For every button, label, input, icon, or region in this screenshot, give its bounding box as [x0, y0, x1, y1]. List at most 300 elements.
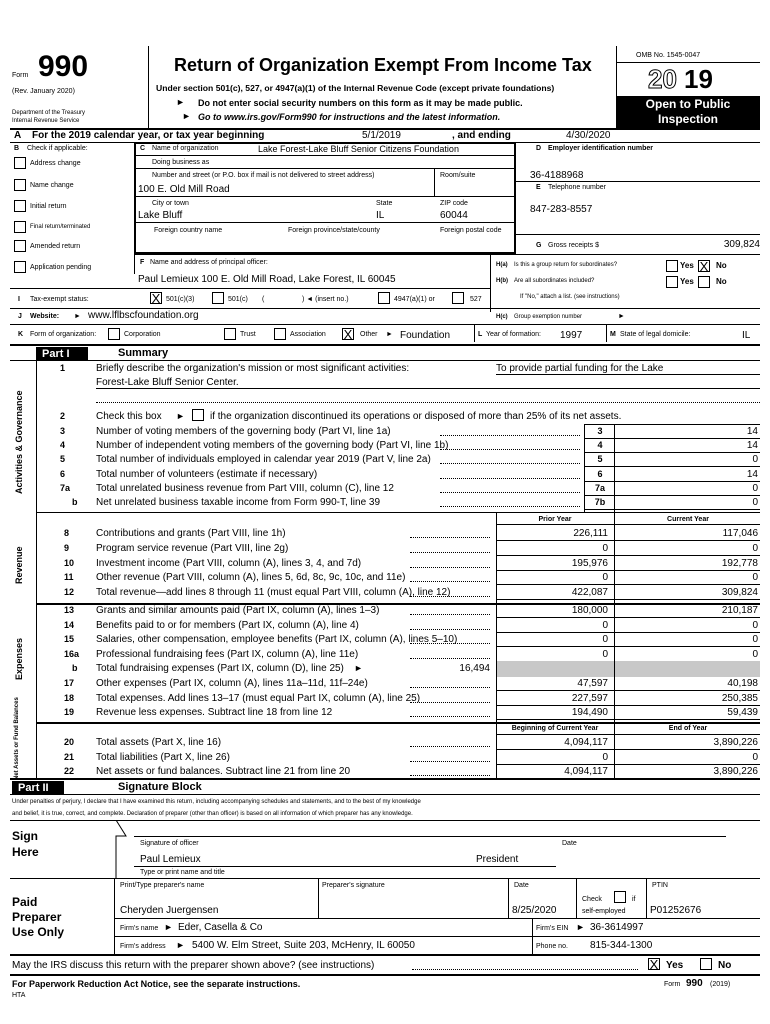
line16b-value: 16,494 — [459, 663, 490, 674]
side-revenue: Revenue — [14, 546, 24, 584]
fin-line-num: 20 — [64, 737, 75, 747]
gov-line-value: 0 — [752, 454, 758, 465]
gov-line-value: 14 — [746, 426, 758, 437]
state-domicile: IL — [742, 330, 751, 341]
year-formation-label: Year of formation: — [486, 331, 541, 338]
fin-current-value: 40,198 — [727, 678, 758, 689]
fin-prior-value: 0 — [602, 572, 608, 583]
fin-line-text: Grants and similar amounts paid (Part IX, column (A), lines 1–3) — [96, 605, 380, 616]
gross-receipts-label: Gross receipts $ — [548, 242, 599, 249]
address-change-checkbox[interactable] — [14, 157, 26, 169]
other-value: Foundation — [400, 330, 451, 341]
gross-receipts-value: 309,824 — [723, 239, 760, 250]
fin-line-text: Total liabilities (Part X, line 26) — [96, 752, 230, 763]
part2-label: Part II — [12, 781, 64, 795]
trust-label: Trust — [240, 331, 256, 338]
fin-prior-value: 226,111 — [573, 528, 608, 539]
amended-return-label: Amended return — [30, 243, 81, 250]
fin-row-rule — [496, 719, 760, 720]
other-checkbox[interactable]: X — [343, 327, 353, 342]
leader-dots — [440, 492, 580, 493]
ha-yes-checkbox[interactable] — [666, 260, 678, 272]
preparer-label: Preparer — [12, 910, 62, 924]
fin-row-rule — [496, 570, 760, 571]
leader-dots — [410, 614, 490, 615]
gov-line-num: b — [72, 497, 78, 507]
fin-prior-value: 4,094,117 — [564, 766, 608, 777]
line-j-label: J — [18, 313, 22, 320]
year-formation: 1997 — [560, 330, 583, 341]
leader-dots — [410, 596, 490, 597]
city-label: City or town — [152, 200, 189, 207]
tax-year-end: 4/30/2020 — [566, 130, 611, 141]
website-value[interactable]: www.lflbscfoundation.org — [88, 310, 199, 321]
gov-row-rule — [584, 495, 760, 496]
preparer-sig-label: Preparer's signature — [322, 882, 385, 889]
firm-address-label: Firm's address — [120, 943, 166, 950]
section-c-label: C — [140, 145, 146, 152]
application-pending-checkbox[interactable] — [14, 261, 26, 273]
fin-line-text: Total revenue—add lines 8 through 11 (must equal Part VIII, column (A), line 12) — [96, 587, 451, 598]
self-employed-checkbox[interactable] — [614, 891, 626, 903]
fin-row-rule — [496, 599, 760, 600]
open-to-public: Open to Public — [645, 97, 731, 111]
amended-return-checkbox[interactable] — [14, 240, 26, 252]
501c-label: 501(c) — [228, 296, 248, 303]
fin-prior-value: 4,094,117 — [564, 737, 608, 748]
telephone-label: Telephone number — [548, 184, 606, 191]
leader-dots — [410, 629, 490, 630]
fin-line-text: Net assets or fund balances. Subtract line 21 from line 20 — [96, 766, 351, 777]
ein-label: Employer identification number — [548, 145, 654, 152]
officer-title: President — [476, 854, 519, 865]
and-ending: , and ending — [452, 130, 511, 141]
telephone-value: 847-283-8557 — [530, 204, 593, 215]
year-bold: 19 — [684, 64, 713, 94]
gov-line-num: 3 — [60, 426, 66, 436]
fin-prior-value: 227,597 — [571, 693, 608, 704]
section-e-label: E — [536, 184, 541, 191]
other-label: Other — [360, 331, 378, 338]
website-label: Website: — [30, 313, 60, 320]
notice-arrow-1: ► — [176, 97, 185, 107]
line2-text-a: Check this box — [96, 411, 162, 422]
fin-row-rule — [496, 632, 760, 633]
fin-current-value: 0 — [752, 572, 758, 583]
col-beginning: Beginning of Current Year — [511, 725, 599, 732]
line2-num: 2 — [60, 411, 66, 421]
leader-dots — [410, 537, 490, 538]
preparer-name-label: Print/Type preparer's name — [120, 882, 205, 889]
side-expenses: Expenses — [14, 637, 24, 680]
gov-line-box: 7a — [594, 483, 605, 493]
fin-current-value: 309,824 — [721, 587, 758, 598]
hta-label: HTA — [12, 992, 26, 999]
gov-line-num: 6 — [60, 469, 66, 479]
if-label: if — [632, 896, 636, 903]
tax-exempt-label: Tax-exempt status: — [30, 296, 89, 303]
header-divider-left — [148, 46, 149, 128]
fin-prior-value: 180,000 — [571, 605, 608, 616]
fin-prior-value: 422,087 — [571, 587, 608, 598]
penalty-text-2: and belief, it is true, correct, and complete. Declaration of preparer (other than officer) is based on all information of which preparer has any knowledge. — [12, 811, 413, 817]
fin-line-num: 13 — [64, 605, 75, 615]
fin-row-rule — [496, 617, 760, 618]
paren-open: ( — [262, 296, 265, 303]
fin-row-rule — [496, 540, 760, 541]
fin-line-text: Other expenses (Part IX, column (A), lines 11a–11d, 11f–24e) — [96, 678, 368, 689]
side-net-assets: Net Assets or Fund Balances — [14, 697, 20, 780]
gov-line-num: 7a — [60, 483, 71, 493]
leader-dots — [410, 643, 490, 644]
fin-current-value: 210,187 — [721, 605, 758, 616]
paid-label: Paid — [12, 895, 38, 909]
leader-dots — [410, 658, 490, 659]
insert-no: ) ◄ (insert no.) — [302, 296, 349, 303]
trust-checkbox[interactable] — [224, 328, 236, 340]
zip-code: 60044 — [440, 210, 468, 221]
fin-row-rule — [496, 705, 760, 706]
ha-yes-label: Yes — [680, 261, 694, 270]
fin-current-value: 0 — [752, 634, 758, 645]
fin-line-text: Revenue less expenses. Subtract line 18 from line 12 — [96, 707, 333, 718]
leader-dots — [440, 463, 580, 464]
firm-ein-arrow: ► — [576, 922, 585, 932]
fin-row-rule — [496, 555, 760, 556]
firm-address-arrow: ► — [176, 940, 185, 950]
hc-group-exemption: Group exemption number — [514, 314, 583, 320]
association-checkbox[interactable] — [274, 328, 286, 340]
fin-line-num: 9 — [64, 543, 70, 553]
state-domicile-label: State of legal domicile: — [620, 331, 691, 338]
principal-officer-label: Name and address of principal officer: — [150, 259, 268, 266]
527-label: 527 — [470, 296, 482, 303]
fin-line-num: 8 — [64, 528, 70, 538]
4947-checkbox[interactable] — [378, 292, 390, 304]
hc-arrow: ► — [618, 313, 625, 320]
ptin-value: P01252676 — [650, 905, 702, 916]
ha-label: H(a) — [496, 262, 508, 268]
gov-line-value: 0 — [752, 483, 758, 494]
line2-checkbox[interactable] — [192, 409, 204, 421]
hb-no-checkbox[interactable] — [698, 276, 710, 288]
fin-line-num: 22 — [64, 766, 75, 776]
association-label: Association — [290, 331, 326, 338]
leader-dots — [410, 552, 490, 553]
form-word: Form — [12, 72, 29, 79]
fin-line-num: 19 — [64, 707, 75, 717]
line-m-label: M — [610, 331, 616, 338]
line16b-text: Total fundraising expenses (Part IX, column (D), line 25) — [96, 663, 344, 674]
firm-ein: 36-3614997 — [590, 922, 644, 933]
street-address: 100 E. Old Mill Road — [138, 184, 230, 195]
fin-prior-value: 195,976 — [571, 558, 608, 569]
gov-line-text: Net unrelated business taxable income from Form 990-T, line 39 — [96, 497, 381, 508]
leader-dots — [440, 478, 580, 479]
fin-prior-value: 0 — [602, 543, 608, 554]
501c-checkbox[interactable] — [212, 292, 224, 304]
tax-year-begin: 5/1/2019 — [362, 130, 401, 141]
gov-row-rule — [584, 438, 760, 439]
fin-prior-value: 0 — [602, 620, 608, 631]
fin-line-text: Other revenue (Part VIII, column (A), lines 5, 6d, 8c, 9c, 10c, and 11e) — [96, 572, 406, 583]
501c3-checkbox[interactable]: X — [151, 291, 161, 306]
fin-current-value: 0 — [752, 620, 758, 631]
leader-dots — [410, 775, 490, 776]
notice-instructions: Go to www.irs.gov/Form990 for instructions and the latest information. — [198, 112, 501, 122]
ha-no-label: No — [716, 261, 727, 270]
gov-line-text: Total number of individuals employed in calendar year 2019 (Part V, line 2a) — [96, 454, 431, 465]
officer-signature-label: Signature of officer — [140, 840, 199, 847]
line-i-label: I — [18, 296, 20, 303]
paperwork-notice: For Paperwork Reduction Act Notice, see the separate instructions. — [12, 979, 301, 989]
side-activities-governance: Activities & Governance — [14, 390, 24, 494]
leader-dots — [410, 746, 490, 747]
address-change-label: Address change — [30, 160, 81, 167]
gov-line-text: Total number of volunteers (estimate if necessary) — [96, 469, 318, 480]
penalty-text-1: Under penalties of perjury, I declare that I have examined this return, including accompanying schedules and statements, and to the best of my knowledge — [12, 799, 421, 805]
line16b-arrow: ► — [354, 663, 363, 673]
fin-prior-value: 0 — [602, 649, 608, 660]
ptin-label: PTIN — [652, 882, 668, 889]
form-subtitle: Under section 501(c), 527, or 4947(a)(1) of the Internal Revenue Code (except private foundations) — [156, 83, 555, 93]
foreign-postal-label: Foreign postal code — [440, 227, 502, 234]
527-checkbox[interactable] — [452, 292, 464, 304]
omb-number: OMB No. 1545-0047 — [636, 52, 701, 59]
gov-row-rule — [584, 509, 760, 510]
use-only-label: Use Only — [12, 925, 65, 939]
irs: Internal Revenue Service — [12, 118, 80, 124]
gov-line-box: 5 — [597, 454, 603, 464]
gov-box-top — [584, 424, 760, 425]
hb-no-label: No — [716, 277, 727, 286]
officer-name: Paul Lemieux — [140, 854, 201, 865]
form-ref-year: (2019) — [710, 981, 731, 988]
fin-line-num: 14 — [64, 620, 75, 630]
gov-box-divider-left — [584, 424, 585, 512]
gov-line-value: 0 — [752, 497, 758, 508]
fin-line-num: 18 — [64, 693, 75, 703]
hb-label: H(b) — [496, 278, 508, 284]
fin-prior-value: 47,597 — [577, 678, 608, 689]
form-ref-word: Form — [664, 981, 681, 988]
fin-line-num: 16a — [64, 649, 80, 659]
fin-current-value: 0 — [752, 649, 758, 660]
leader-dots — [410, 687, 490, 688]
part1-title: Summary — [118, 347, 169, 359]
gov-row-rule — [584, 481, 760, 482]
firm-phone: 815-344-1300 — [590, 940, 653, 951]
section-d-label: D — [536, 145, 542, 152]
gov-line-box: 3 — [597, 426, 603, 436]
fin-line-text: Salaries, other compensation, employee benefits (Part IX, column (A), lines 5–10) — [96, 634, 458, 645]
discuss-yes-checkbox[interactable]: X — [649, 957, 659, 972]
rev-date: (Rev. January 2020) — [12, 88, 75, 95]
corporation-label: Corporation — [124, 331, 161, 338]
leader-dots — [440, 449, 580, 450]
check-if-applicable: Check if applicable: — [27, 145, 88, 152]
ein-value: 36-4188968 — [530, 170, 584, 181]
hb-yes-checkbox[interactable] — [666, 276, 678, 288]
gov-line-text: Total unrelated business revenue from Part VIII, column (C), line 12 — [96, 483, 394, 494]
foreign-country-label: Foreign country name — [154, 227, 223, 234]
section-g-label: G — [536, 242, 542, 249]
leader-dots — [440, 506, 580, 507]
gov-row-rule — [584, 452, 760, 453]
fin-prior-value: 194,490 — [571, 707, 608, 718]
501c3-label: 501(c)(3) — [166, 296, 195, 303]
line-a-text: For the 2019 calendar year, or tax year beginning — [32, 130, 265, 141]
initial-return-checkbox[interactable] — [14, 200, 26, 212]
fin-line-text: Total expenses. Add lines 13–17 (must equal Part IX, column (A), line 25) — [96, 693, 421, 704]
fin-current-value: 0 — [752, 752, 758, 763]
firm-name-label: Firm's name — [120, 925, 159, 932]
fin-line-text: Benefits paid to or for members (Part IX, column (A), line 4) — [96, 620, 359, 631]
fin-line-text: Investment income (Part VIII, column (A), lines 3, 4, and 7d) — [96, 558, 362, 569]
discuss-question: May the IRS discuss this return with the preparer shown above? (see instructions) — [12, 960, 375, 971]
form-of-org-label: Form of organization: — [30, 331, 97, 338]
line-a-label: A — [14, 130, 22, 141]
zip-label: ZIP code — [440, 200, 468, 207]
fin-row-rule — [496, 690, 760, 691]
fin-line-num: 17 — [64, 678, 75, 688]
line16b-shaded — [496, 661, 760, 677]
discuss-yes-label: Yes — [666, 960, 684, 971]
firm-ein-label: Firm's EIN — [536, 925, 569, 932]
fin-current-value: 3,890,226 — [713, 766, 758, 777]
principal-officer: Paul Lemieux 100 E. Old Mill Road, Lake Forest, IL 60045 — [138, 274, 396, 285]
part2-title: Signature Block — [118, 781, 202, 793]
fin-row-rule — [496, 749, 760, 750]
hb-note: If "No," attach a list. (see instructions) — [520, 294, 620, 300]
gov-line-value: 14 — [746, 469, 758, 480]
state-label: State — [376, 200, 393, 207]
preparer-date-label: Date — [514, 882, 529, 889]
gov-row-rule — [584, 466, 760, 467]
gov-line-box: 6 — [597, 469, 603, 479]
final-return-label: Final return/terminated — [30, 224, 91, 230]
part1-label: Part I — [36, 347, 88, 361]
application-pending-label: Application pending — [30, 264, 92, 271]
self-employed-label: self-employed — [582, 908, 626, 915]
fin-row-rule — [496, 646, 760, 647]
leader-dots — [410, 716, 490, 717]
fin-row-rule — [496, 584, 760, 585]
corporation-checkbox[interactable] — [108, 328, 120, 340]
here-label: Here — [12, 845, 39, 859]
firm-name: Eder, Casella & Co — [178, 922, 263, 933]
fin-current-value: 192,778 — [721, 558, 758, 569]
gov-line-value: 14 — [746, 440, 758, 451]
fin-current-value: 117,046 — [722, 528, 758, 539]
hc-label: H(c) — [496, 314, 508, 320]
fin-line-num: 12 — [64, 587, 75, 597]
hb-yes-label: Yes — [680, 277, 694, 286]
leader-dots — [410, 581, 490, 582]
website-arrow: ► — [74, 313, 81, 320]
sign-here-bracket — [112, 820, 132, 878]
firm-address: 5400 W. Elm Street, Suite 203, McHenry, IL 60050 — [192, 940, 415, 951]
fin-row-rule — [496, 764, 760, 765]
leader-dots — [440, 435, 580, 436]
room-suite-label: Room/suite — [440, 172, 476, 179]
4947-label: 4947(a)(1) or — [394, 296, 435, 303]
dba-label: Doing business as — [152, 159, 210, 166]
fin-line-text: Program service revenue (Part VIII, line 2g) — [96, 543, 289, 554]
city: Lake Bluff — [138, 210, 183, 221]
type-print-name-label: Type or print name and title — [140, 869, 225, 876]
phone-label: Phone no. — [536, 943, 568, 950]
state: IL — [376, 210, 385, 221]
form-ref-number: 990 — [686, 978, 703, 989]
discuss-no-label: No — [718, 960, 732, 971]
line-l-label: L — [478, 331, 483, 338]
name-change-checkbox[interactable] — [14, 179, 26, 191]
gov-line-num: 5 — [60, 454, 66, 464]
fin-line-num: 10 — [64, 558, 75, 568]
fin-line-text: Professional fundraising fees (Part IX, column (A), line 11e) — [96, 649, 359, 660]
fin-current-value: 0 — [752, 543, 758, 554]
gov-box-divider-right — [614, 424, 615, 512]
preparer-name: Cheryden Juergensen — [120, 905, 219, 916]
ha-question: Is this a group return for subordinates? — [514, 262, 618, 268]
line1-text: Briefly describe the organization's mission or most significant activities: — [96, 363, 410, 374]
fin-line-text: Contributions and grants (Part VIII, line 1h) — [96, 528, 286, 539]
line1-num: 1 — [60, 363, 66, 373]
gov-line-num: 4 — [60, 440, 66, 450]
ha-no-checkbox[interactable]: X — [699, 259, 709, 274]
mission-answer-b: Forest-Lake Bluff Senior Center. — [96, 377, 239, 388]
leader-dots — [410, 761, 490, 762]
section-f-label: F — [140, 259, 145, 266]
foreign-province-label: Foreign province/state/county — [288, 227, 380, 234]
hb-question: Are all subordinates included? — [514, 278, 595, 284]
line2-arrow: ► — [176, 411, 185, 421]
leader-dots — [410, 567, 490, 568]
other-arrow: ► — [386, 331, 393, 338]
notice-ssn: Do not enter social security numbers on this form as it may be made public. — [198, 98, 523, 108]
department: Department of the Treasury — [12, 110, 86, 116]
fin-line-num: 15 — [64, 634, 75, 644]
final-return-checkbox[interactable] — [14, 221, 26, 233]
fin-line-text: Total assets (Part X, line 16) — [96, 737, 222, 748]
notice-arrow-2: ► — [182, 111, 191, 121]
line16b-num: b — [72, 663, 78, 673]
mission-answer-a: To provide partial funding for the Lake — [496, 363, 664, 374]
line-k-label: K — [18, 331, 24, 338]
discuss-no-checkbox[interactable] — [700, 958, 712, 970]
fin-line-num: 21 — [64, 752, 75, 762]
fin-current-value: 59,439 — [727, 707, 758, 718]
check-label: Check — [582, 896, 602, 903]
gov-line-text: Number of independent voting members of the governing body (Part VI, line 1b) — [96, 440, 449, 451]
name-change-label: Name change — [30, 182, 74, 189]
sign-label: Sign — [12, 829, 38, 843]
line2-text-b: if the organization discontinued its operations or disposed of more than 25% of its net assets. — [210, 411, 622, 422]
gov-line-box: 4 — [597, 440, 603, 450]
section-b-label: B — [14, 145, 20, 152]
fin-prior-value: 0 — [602, 634, 608, 645]
preparer-date: 8/25/2020 — [512, 905, 557, 916]
col-prior-year: Prior Year — [538, 516, 572, 523]
org-name-label: Name of organization — [152, 145, 219, 152]
year-outline: 20 — [648, 64, 677, 94]
col-end-of-year: End of Year — [668, 725, 708, 732]
initial-return-label: Initial return — [30, 203, 67, 210]
firm-name-arrow: ► — [164, 922, 173, 932]
org-name: Lake Forest-Lake Bluff Senior Citizens Foundation — [258, 144, 459, 154]
col-current-year: Current Year — [667, 516, 709, 523]
